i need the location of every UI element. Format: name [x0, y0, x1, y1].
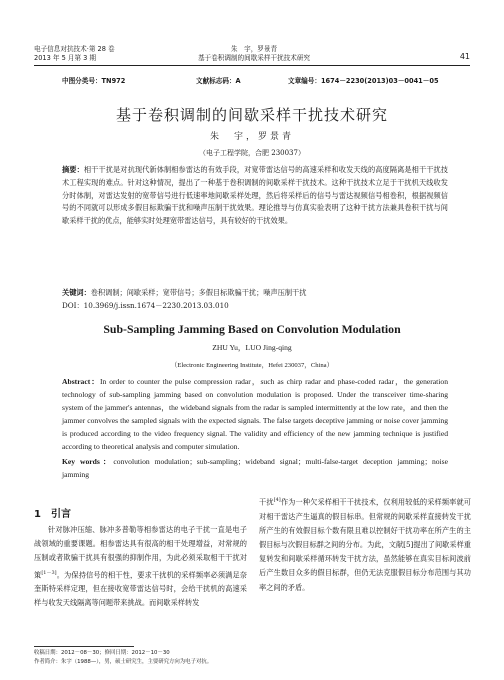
intro-text-part2: 。为保持信号的相干性，要求干扰机的采样频率必须满足奈奎斯特采样定理，但在接收宽带雷达信号时，会给干扰机的高速采样与收发天线隔离等问题带来挑战。而间歇采样转发 — [34, 570, 247, 608]
keywords-cn — [62, 287, 448, 300]
authors-cn: 朱 宇，罗景青 — [209, 132, 294, 142]
journal-issue: 2013 年 5 月第 3 期 — [34, 54, 97, 62]
keywords-en-text: convolution modulation；sub-sampling；wideband signal；multi-false-target deception jamming；noise jamming — [62, 457, 448, 479]
running-title: 基于卷积调制的间歇采样干扰技术研究 — [197, 54, 311, 62]
clc-number: 中图分类号：TN972 — [62, 77, 126, 85]
journal-volume: 电子信息对抗技术·第 28 卷 — [34, 45, 115, 53]
journal-info — [34, 45, 115, 63]
page-number: 41 — [459, 52, 470, 61]
right-text-part1: 干扰 — [259, 497, 274, 507]
abstract-cn — [62, 164, 448, 228]
citation-ref[interactable]: [1－3] — [41, 569, 57, 576]
intro-text-part1: 针对脉冲压缩、脉冲多普勒等相参雷达的电子干扰一直是电子战领域的重要课题。相参雷达具有很高的相干处理增益，对常规的压制或者欺骗干扰具有很强的抑制作用，为此必须采取相干干扰对策 — [34, 525, 247, 579]
doi: DOI：10.3969/j.issn.1674－2230.2013.03.010 — [62, 301, 229, 310]
paper-title-cn: 基于卷积调制的间歇采样干扰技术研究 — [115, 106, 388, 124]
abstract-cn-text: 相干干扰是对抗现代新体制相参雷达的有效手段，对宽带雷达信号的高速采样和收发天线的高度隔离是相干干扰技术工程实现的难点。针对这种情况，提出了一种基于卷积调制的间歇采样干扰技术。这种干扰技术立足于干扰机天线收发分时体制，对雷达发射的宽带信号进行低速率地间歇采样处理，然后将采样后的信号与雷达视频信号相卷积，根据视频信号的不同就可以形成多假目标欺骗干扰和噪声压制干扰效果。理论推导与仿真实验表明了这种干扰方法兼具卷积干扰与间歇采样干扰的优点，能够实时处理宽带雷达信号，具有较好的干扰效果。 — [62, 165, 448, 226]
body-column-right — [259, 493, 471, 595]
keywords-en-label: Key words： — [62, 457, 114, 466]
keywords-en — [62, 456, 448, 482]
keywords-cn-label: 关键词： — [62, 288, 91, 297]
section-heading-introduction: 1 引言 — [34, 509, 71, 520]
running-head — [166, 45, 342, 63]
abstract-en-text: In order to counter the pulse compression radar，such as chirp radar and phase-coded radar，the generation technology of sub-sampling jamming based on convolution modulation is proposed. Under the transceiver time-sharing system of the jammer's antennas，the wideband signals from the radar is sampled intermittently at the low rate，and then the jammer convolves the sampled signals with the expected signals. The false targets deceptive jamming or noise cover jamming is produced according to the video frequency signal. The validity and efficiency of the new jamming technique is justified according to theoretical analysis and computer simulation. — [62, 377, 448, 451]
footnote-rule — [34, 646, 134, 647]
citation-ref[interactable]: [4] — [273, 497, 281, 503]
document-code: 文献标志码：A — [196, 77, 241, 85]
keywords-cn-text: 卷积调制；间歇采样；宽带信号；多假目标欺骗干扰；噪声压制干扰 — [90, 288, 307, 297]
abstract-en-label: Abstract： — [62, 377, 100, 386]
abstract-en — [62, 376, 448, 453]
affiliation-en: （Electronic Engineering Institute，Hefei 230037，China） — [170, 362, 334, 369]
footnote-author-bio: 作者简介：朱宇（1988—），男，硕士研究生，主要研究方向为电子对抗。 — [34, 659, 213, 665]
abstract-cn-label: 摘要： — [62, 165, 84, 174]
header-rule — [34, 65, 470, 66]
paper-title-en: Sub-Sampling Jamming Based on Convolution Modulation — [103, 322, 401, 336]
running-authors: 朱 宇，罗景青 — [230, 45, 278, 53]
right-text-part2: 作为一种欠采样相干干扰技术，仅利用较低的采样频率就可对相干雷达产生逼真的假目标串。但常规的间歇采样直接转发干扰所产生的有效假目标个数有限且难以控制好干扰功率在所产生的主假目标与次假目标群之间的分布。为此，文献[5]提出了间歇采样重复转发和间歇采样循环转发干扰方法，虽然能够在真实目标间波前后产生数目众多的假目标群，但仍无法克服假目标分布范围与其功率之间的矛盾。 — [259, 497, 471, 592]
authors-en: ZHU Yu，LUO Jing-qing — [212, 343, 292, 352]
body-column-left — [34, 523, 247, 611]
affiliation-cn: （电子工程学院，合肥 230037） — [199, 149, 305, 157]
footnote-received: 收稿日期：2012－08－30；修回日期：2012－10－30 — [34, 650, 170, 656]
article-id: 文章编号：1674－2230(2013)03－0041－05 — [288, 77, 439, 85]
